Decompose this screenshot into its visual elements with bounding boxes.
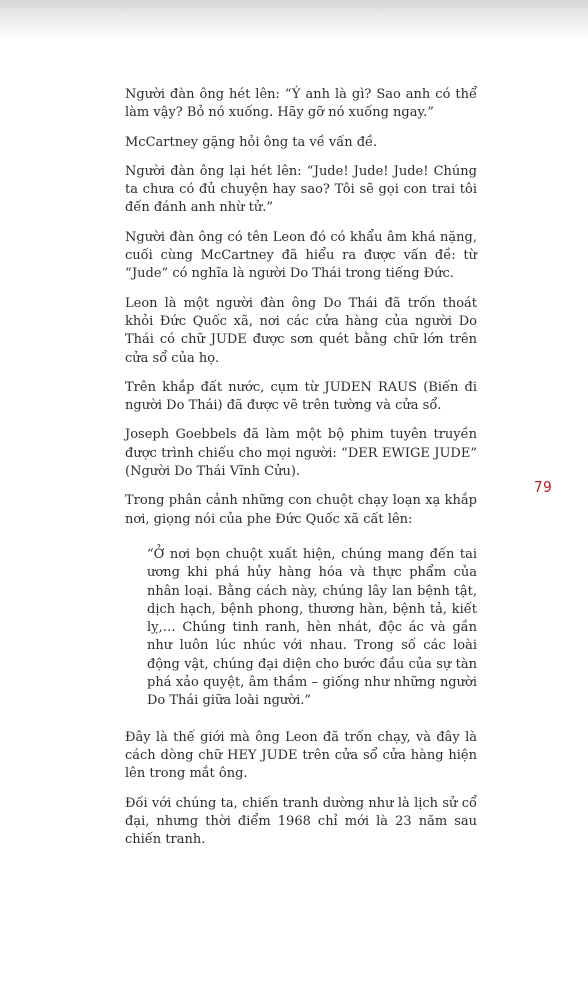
- paragraph: Joseph Goebbels đã làm một bộ phim tuyên truyền được trình chiếu cho mọi người: “DER EWIGE JUDE” (Người Do Thái Vĩnh Cửu).: [125, 427, 477, 480]
- paragraph: Đối với chúng ta, chiến tranh dường như là lịch sử cổ đại, nhưng thời điểm 1968 chỉ mới là 23 năm sau chiến tranh.: [125, 795, 477, 848]
- paragraph: Người đàn ông lại hét lên: “Jude! Jude! Jude! Chúng ta chưa có đủ chuyện hay sao? Tôi sẽ gọi con trai tôi đến đánh anh nhừ tử.”: [125, 163, 477, 216]
- paragraph: Trên khắp đất nước, cụm từ JUDEN RAUS (Biến đi người Do Thái) đã được vẽ trên tường và cửa sổ.: [125, 379, 477, 414]
- paragraph: Trong phân cảnh những con chuột chạy loạn xạ khắp nơi, giọng nói của phe Đức Quốc xã cất lên:: [125, 493, 477, 527]
- paragraph: Người đàn ông có tên Leon đó có khẩu âm khá nặng, cuối cùng McCartney đã hiểu ra được vấn đề: từ “Jude” có nghĩa là người Do Thái trong tiếng Đức.: [125, 229, 477, 282]
- paragraph: Đây là thế giới mà ông Leon đã trốn chạy, và đây là cách dòng chữ HEY JUDE trên cửa sổ cửa hàng hiện lên trong mắt ông.: [125, 729, 477, 782]
- block-quote: “Ở nơi bọn chuột xuất hiện, chúng mang đến tai ương khi phá hủy hàng hóa và thực phẩm của nhân loại. Bằng cách này, chúng lây lan bệnh tật, dịch hạch, bệnh phong, thương hàn, bệnh tả, kiết lỵ,… Chúng tinh ranh, hèn nhát, độc ác và gần như luôn lúc nhúc với nhau. Trong số các loài động vật, chúng đại diện cho bước đầu của sự tàn phá xảo quyệt, âm thầm – giống như những người Do Thái giữa loài người.”: [147, 546, 477, 709]
- page-number: 79: [534, 478, 553, 496]
- page-top-shadow: [0, 0, 588, 40]
- paragraph: McCartney gặng hỏi ông ta về vấn đề.: [125, 134, 378, 150]
- page-body-text: [125, 86, 477, 860]
- paragraph: Leon là một người đàn ông Do Thái đã trốn thoát khỏi Đức Quốc xã, nơi các cửa hàng của người Do Thái có chữ JUDE được sơn quét bằng chữ lớn trên cửa sổ của họ.: [125, 295, 477, 366]
- paragraph: Người đàn ông hét lên: “Ý anh là gì? Sao anh có thể làm vậy? Bỏ nó xuống. Hãy gỡ nó xuống ngay.”: [125, 87, 477, 121]
